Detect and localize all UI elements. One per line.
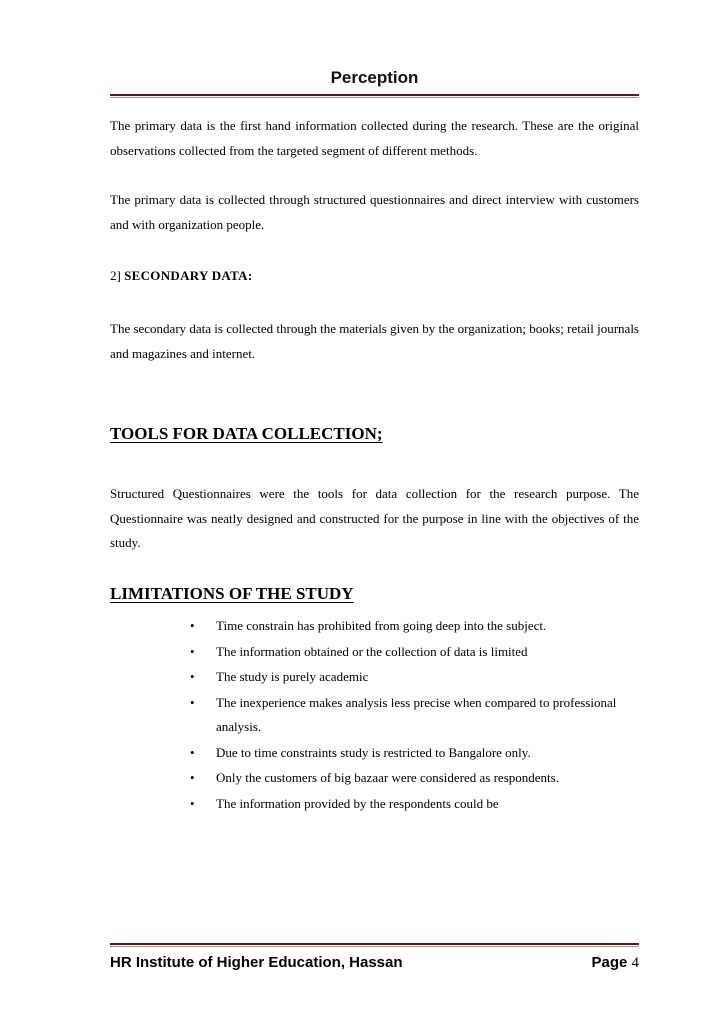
paragraph-primary-data-definition: The primary data is the first hand information collected during the research. These are the original observations collected from the targeted segment of different methods. [110,118,639,158]
header-rule-shadow [110,97,639,98]
bullet-icon: • [190,694,195,710]
limitations-heading: LIMITATIONS OF THE STUDY [110,584,354,603]
secondary-data-heading [110,268,252,284]
list-item: • The study is purely academic [188,665,628,690]
bullet-icon: • [190,618,195,633]
bullet-icon: • [190,770,195,785]
secondary-data-title: SECONDARY DATA: [124,268,253,283]
paragraph-primary-data-collection: The primary data is collected through structured questionnaires and direct interview with customers and with organization people. [110,192,639,232]
footer-institute: HR Institute of Higher Education, Hassan [110,954,403,971]
footer-page [591,954,639,972]
page-title: Perception [330,68,419,87]
tools-heading: TOOLS FOR DATA COLLECTION; [110,424,383,443]
bullet-icon: • [190,744,195,760]
list-item: • Only the customers of big bazaar were considered as respondents. [188,766,628,791]
page-label: Page [591,954,628,971]
list-item: • Due to time constraints study is restricted to Bangalore only. [188,741,628,766]
bullet-icon: • [190,643,195,659]
list-item: • The information obtained or the collection of data is limited [188,640,628,665]
page-number: 4 [631,955,639,971]
list-item: • The information provided by the respondents could be [188,792,628,817]
list-item: • The inexperience makes analysis less precise when compared to professional analysis. [188,691,628,740]
header-rule [110,94,639,96]
footer-rule [110,943,639,945]
paragraph-tools: Structured Questionnaires were the tools for data collection for the research purpose. The Questionnaire was neatly designed and constructed for the purpose in line with the objectives of the study. [110,486,639,550]
footer-rule-shadow [110,946,639,947]
list-item: • Time constrain has prohibited from going deep into the subject. [188,614,628,639]
secondary-data-number: 2] [110,268,121,283]
bullet-icon: • [190,795,195,811]
limitations-list [188,614,628,817]
bullet-icon: • [190,669,195,684]
paragraph-secondary-data: The secondary data is collected through the materials given by the organization; books; retail journals and magazines and internet. [110,321,639,361]
